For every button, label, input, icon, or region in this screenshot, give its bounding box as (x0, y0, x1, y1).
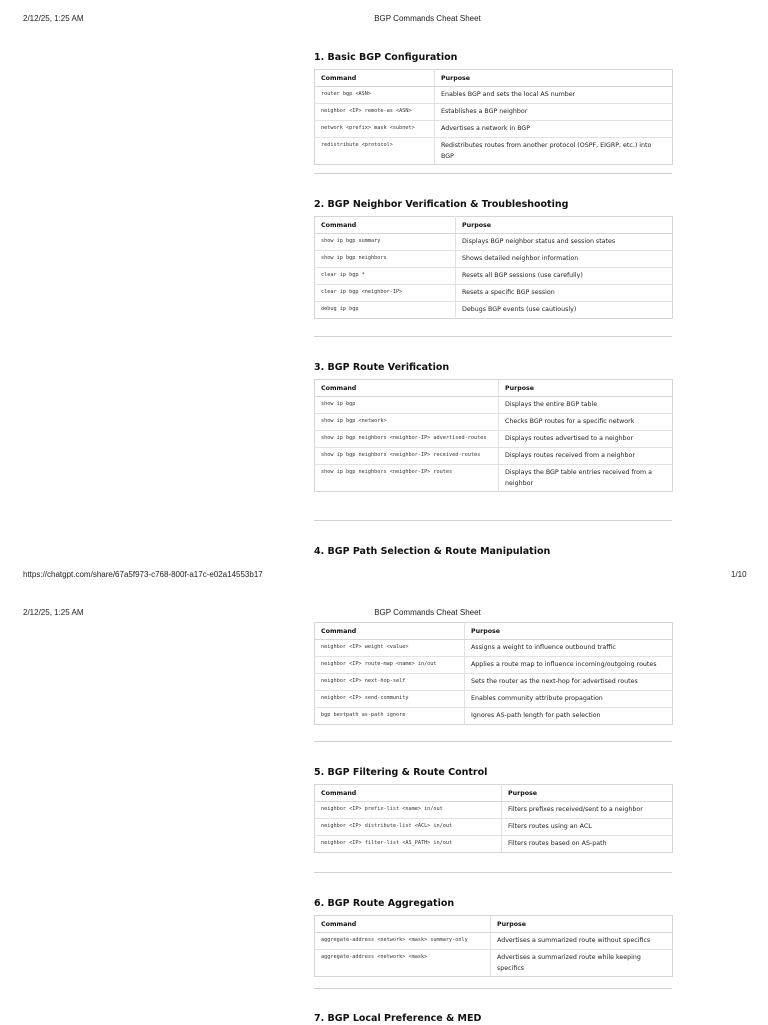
section-title: 4. BGP Path Selection & Route Manipulation (314, 546, 551, 557)
command-cell: router bgp <ASN> (315, 87, 435, 104)
purpose-cell: Shows detailed neighbor information (456, 251, 673, 268)
table-row (315, 657, 673, 674)
table-header-row (315, 785, 673, 802)
command-cell: neighbor <IP> distribute-list <ACL> in/out (315, 819, 502, 836)
table-row (315, 87, 673, 104)
command-header: Command (315, 217, 456, 234)
section-path-selection (314, 546, 550, 558)
table-row (315, 121, 673, 138)
table-row (315, 640, 673, 657)
section-title: 5. BGP Filtering & Route Control (314, 767, 488, 778)
table-row (315, 268, 673, 285)
section-filtering (314, 767, 487, 779)
purpose-cell: Resets all BGP sessions (use carefully) (456, 268, 673, 285)
table-row (315, 802, 673, 819)
purpose-cell: Enables BGP and sets the local AS number (435, 87, 673, 104)
table-row (315, 933, 673, 950)
command-cell: redistribute <protocol> (315, 138, 435, 165)
table-row (315, 104, 673, 121)
purpose-cell: Displays routes advertised to a neighbor (499, 431, 673, 448)
command-cell: neighbor <IP> remote-as <ASN> (315, 104, 435, 121)
purpose-cell: Resets a specific BGP session (456, 285, 673, 302)
table-header-row (315, 916, 673, 933)
command-cell: show ip bgp (315, 397, 499, 414)
purpose-cell: Debugs BGP events (use cautiously) (456, 302, 673, 319)
table-row (315, 234, 673, 251)
section-basic-config (314, 52, 457, 64)
command-cell: neighbor <IP> prefix-list <name> in/out (315, 802, 502, 819)
command-cell: show ip bgp neighbors <neighbor-IP> advertised-routes (315, 431, 499, 448)
section-aggregation (314, 898, 454, 910)
section-divider (314, 988, 672, 989)
purpose-cell: Filters prefixes received/sent to a neighbor (502, 802, 673, 819)
table-row (315, 950, 673, 977)
section-divider (314, 872, 672, 873)
command-cell: clear ip bgp * (315, 268, 456, 285)
command-cell: neighbor <IP> next-hop-self (315, 674, 465, 691)
print-title: BGP Commands Cheat Sheet (374, 608, 481, 617)
print-date: 2/12/25, 1:25 AM (23, 14, 84, 23)
purpose-cell: Advertises a network in BGP (435, 121, 673, 138)
command-cell: debug ip bgp (315, 302, 456, 319)
table-row (315, 302, 673, 319)
purpose-cell: Sets the router as the next-hop for advertised routes (465, 674, 673, 691)
purpose-cell: Applies a route map to influence incoming/outgoing routes (465, 657, 673, 674)
command-cell: show ip bgp neighbors (315, 251, 456, 268)
command-header: Command (315, 623, 465, 640)
command-cell: show ip bgp neighbors <neighbor-IP> routes (315, 465, 499, 492)
purpose-cell: Redistributes routes from another protocol (OSPF, EIGRP, etc.) into BGP (435, 138, 673, 165)
table-row (315, 431, 673, 448)
command-table (314, 379, 673, 492)
section-divider (314, 336, 672, 337)
command-cell: neighbor <IP> filter-list <AS_PATH> in/out (315, 836, 502, 853)
section-divider (314, 520, 672, 521)
command-cell: neighbor <IP> send-community (315, 691, 465, 708)
command-cell: network <prefix> mask <subnet> (315, 121, 435, 138)
command-cell: show ip bgp <network> (315, 414, 499, 431)
purpose-header: Purpose (456, 217, 673, 234)
section-title: 1. Basic BGP Configuration (314, 52, 458, 63)
purpose-header: Purpose (502, 785, 673, 802)
purpose-cell: Displays routes received from a neighbor (499, 448, 673, 465)
table-header-row (315, 217, 673, 234)
purpose-cell: Advertises a summarized route while keeping specifics (491, 950, 673, 977)
table-row (315, 251, 673, 268)
section-neighbor-verification (314, 199, 568, 211)
command-cell: aggregate-address <network> <mask> summary-only (315, 933, 491, 950)
purpose-cell: Assigns a weight to influence outbound traffic (465, 640, 673, 657)
section-title: 3. BGP Route Verification (314, 362, 450, 373)
purpose-cell: Checks BGP routes for a specific network (499, 414, 673, 431)
purpose-cell: Establishes a BGP neighbor (435, 104, 673, 121)
command-header: Command (315, 785, 502, 802)
section-title: 2. BGP Neighbor Verification & Troubleshooting (314, 199, 569, 210)
command-header: Command (315, 916, 491, 933)
table-row (315, 285, 673, 302)
print-date: 2/12/25, 1:25 AM (23, 608, 84, 617)
command-header: Command (315, 380, 499, 397)
command-cell: show ip bgp neighbors <neighbor-IP> received-routes (315, 448, 499, 465)
command-header: Command (315, 70, 435, 87)
purpose-header: Purpose (465, 623, 673, 640)
table-header-row (315, 623, 673, 640)
purpose-cell: Displays BGP neighbor status and session states (456, 234, 673, 251)
section-divider (314, 173, 672, 174)
table-row (315, 674, 673, 691)
purpose-cell: Displays the entire BGP table (499, 397, 673, 414)
purpose-header: Purpose (491, 916, 673, 933)
section-title: 7. BGP Local Preference & MED (314, 1013, 482, 1024)
section-title: 6. BGP Route Aggregation (314, 898, 455, 909)
print-title: BGP Commands Cheat Sheet (374, 14, 481, 23)
command-cell: show ip bgp summary (315, 234, 456, 251)
table-row (315, 138, 673, 165)
command-table (314, 915, 673, 977)
table-row (315, 708, 673, 725)
command-cell: clear ip bgp <neighbor-IP> (315, 285, 456, 302)
command-cell: neighbor <IP> route-map <name> in/out (315, 657, 465, 674)
section-route-verification (314, 362, 449, 374)
purpose-cell: Enables community attribute propagation (465, 691, 673, 708)
purpose-cell: Advertises a summarized route without specifics (491, 933, 673, 950)
command-table (314, 784, 673, 853)
table-row (315, 448, 673, 465)
print-url: https://chatgpt.com/share/67a5f973-c768-800f-a17c-e02a14553b17 (23, 570, 263, 579)
table-row (315, 819, 673, 836)
purpose-cell: Displays the BGP table entries received from a neighbor (499, 465, 673, 492)
purpose-header: Purpose (499, 380, 673, 397)
table-row (315, 691, 673, 708)
purpose-cell: Ignores AS-path length for path selection (465, 708, 673, 725)
section-local-pref-med (314, 1013, 481, 1025)
purpose-header: Purpose (435, 70, 673, 87)
section-divider (314, 741, 672, 742)
table-row (315, 414, 673, 431)
table-header-row (315, 380, 673, 397)
table-row (315, 397, 673, 414)
table-row (315, 465, 673, 492)
purpose-cell: Filters routes using an ACL (502, 819, 673, 836)
purpose-cell: Filters routes based on AS-path (502, 836, 673, 853)
command-cell: aggregate-address <network> <mask> (315, 950, 491, 977)
table-header-row (315, 70, 673, 87)
command-table (314, 216, 673, 319)
command-cell: neighbor <IP> weight <value> (315, 640, 465, 657)
command-cell: bgp bestpath as-path ignore (315, 708, 465, 725)
command-table (314, 69, 673, 165)
page-number: 1/10 (731, 570, 747, 579)
table-row (315, 836, 673, 853)
command-table (314, 622, 673, 725)
